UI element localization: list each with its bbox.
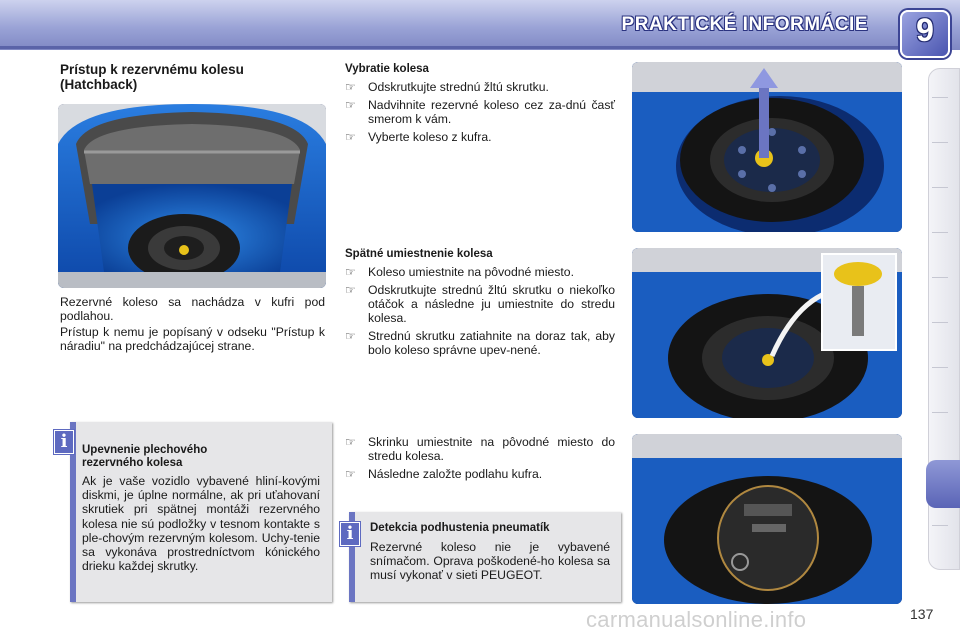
- list-item: ☞ Skrinku umiestnite na pôvodné miesto do stredu kolesa.: [345, 435, 615, 463]
- tab-divider: [932, 412, 948, 413]
- wheel-refit-illustration: [632, 248, 902, 418]
- intro-paragraph: Prístup k nemu je popísaný v odseku "Prístup k náradiu" na predchádzajúcej strane.: [60, 325, 325, 353]
- tab-divider: [932, 232, 948, 233]
- tab-divider: [932, 525, 948, 526]
- tab-divider: [932, 322, 948, 323]
- hand-pointer-icon: ☞: [345, 467, 356, 481]
- wheel-removal-illustration: [632, 62, 902, 232]
- final-steps: [345, 435, 615, 485]
- trunk-illustration: [58, 104, 326, 288]
- header-divider: [0, 46, 900, 49]
- list-item: ☞ Nadvihnite rezervné koleso cez za-dnú časť smerom k vám.: [345, 98, 615, 126]
- hand-pointer-icon: ☞: [345, 265, 356, 279]
- tab-divider: [932, 277, 948, 278]
- list-item: ☞ Odskrutkujte strednú žltú skrutku o niekoľko otáčok a následne ju umiestnite do stredu kolesa.: [345, 283, 615, 325]
- subsection-title: Spätné umiestnenie kolesa: [345, 248, 493, 260]
- photo-wheel-refit: [632, 248, 902, 418]
- intro-paragraph: Rezervné koleso sa nachádza v kufri pod podlahou.: [60, 295, 325, 323]
- page-number: 137: [910, 606, 934, 622]
- photo-wheel-removal: [632, 62, 902, 232]
- list-item: ☞ Následne založte podlahu kufra.: [345, 467, 543, 481]
- subsection-title: Vybratie kolesa: [345, 63, 429, 75]
- list-item: ☞ Vyberte koleso z kufra.: [345, 130, 492, 144]
- tab-divider: [932, 142, 948, 143]
- refit-steps: [345, 265, 615, 361]
- photo-storage-box: [632, 434, 902, 604]
- section-title-line: Prístup k rezervnému kolesu: [60, 62, 244, 77]
- info-box-title-line: Upevnenie plechového: [82, 444, 208, 456]
- section-title: [60, 62, 320, 92]
- info-box-title-line: rezervného kolesa: [82, 457, 183, 469]
- info-box-title: Detekcia podhustenia pneumatík: [370, 522, 550, 534]
- hand-pointer-icon: ☞: [345, 80, 356, 94]
- removal-steps: [345, 80, 615, 148]
- tab-divider: [932, 97, 948, 98]
- watermark: carmanualsonline.info: [586, 607, 807, 632]
- hand-pointer-icon: ☞: [345, 130, 356, 144]
- hand-pointer-icon: ☞: [345, 329, 356, 343]
- hand-pointer-icon: ☞: [345, 98, 356, 112]
- hand-pointer-icon: ☞: [345, 283, 356, 297]
- chapter-number: 9: [916, 12, 934, 48]
- list-item: ☞ Koleso umiestnite na pôvodné miesto.: [345, 265, 574, 279]
- tab-divider: [932, 367, 948, 368]
- tab-divider: [932, 187, 948, 188]
- info-box-text: Ak je vaše vozidlo vybavené hliní-kovými diskmi, je úplne normálne, ak pri uťahovaní skrutiek pri spätnej montáži rezervného kolesa nie sú podložky v tesnom kontakte s ple-chovým rezervným kolesom. Uchy-tenie sa vykonáva prostredníctvom kónického drieku každej skrutky.: [82, 474, 320, 574]
- info-box-text: Rezervné koleso nie je vybavené snímačom. Oprava poškodené-ho kolesa sa musí vykonať v sieti PEUGEOT.: [370, 540, 610, 582]
- info-icon: i: [54, 430, 74, 454]
- storage-box-illustration: [632, 434, 902, 604]
- section-title-line: (Hatchback): [60, 77, 138, 92]
- info-box-title: [82, 444, 318, 470]
- hand-pointer-icon: ☞: [345, 435, 356, 449]
- chapter-tab-active[interactable]: [926, 460, 960, 508]
- info-icon: i: [340, 522, 360, 546]
- list-item: ☞ Odskrutkujte strednú žltú skrutku.: [345, 80, 549, 94]
- page-title: PRAKTICKÉ INFORMÁCIE: [621, 14, 868, 35]
- list-item: ☞ Strednú skrutku zatiahnite na doraz tak, aby bolo koleso správne upev-nené.: [345, 329, 615, 357]
- trunk-photo: [58, 104, 326, 288]
